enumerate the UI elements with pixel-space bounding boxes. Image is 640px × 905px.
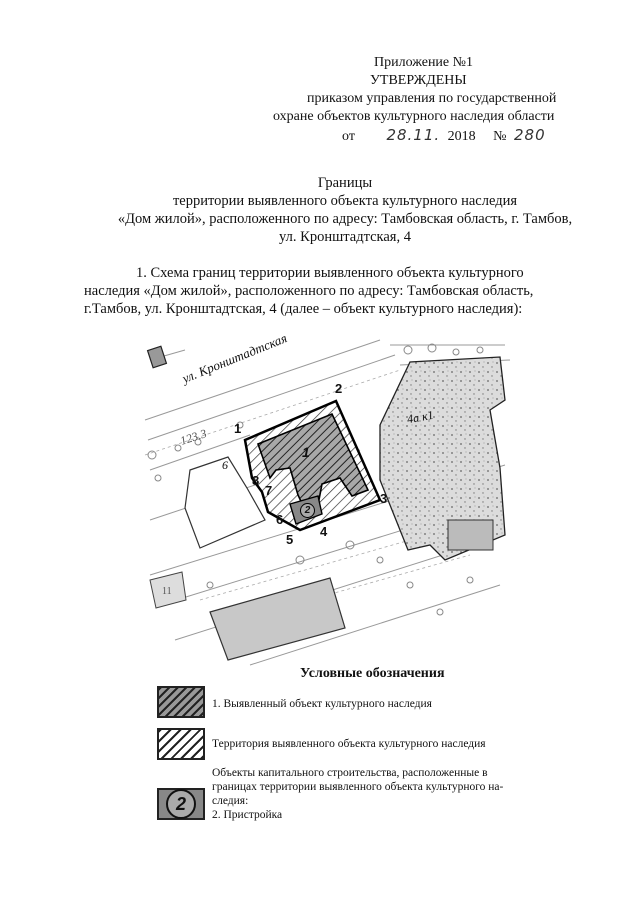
date-line bbox=[342, 127, 546, 145]
approved-label: УТВЕРЖДЕНЫ bbox=[370, 73, 467, 88]
object-1-label: 1 bbox=[302, 444, 310, 460]
bottom-building bbox=[210, 578, 345, 660]
point-3: 3 bbox=[380, 491, 388, 506]
point-5: 5 bbox=[286, 532, 294, 547]
building-11-label: 11 bbox=[162, 586, 172, 597]
handwritten-date: 28.11. bbox=[386, 126, 441, 144]
from-label: от bbox=[342, 129, 355, 144]
legend-item-3-line-3: следия: bbox=[212, 795, 249, 807]
legend-title: Условные обозначения bbox=[300, 666, 445, 681]
legend-swatch-annex bbox=[157, 788, 205, 820]
paragraph-line-1: 1. Схема границ территории выявленного объекта культурного bbox=[136, 265, 524, 281]
legend-item-3-line-1: Объекты капитального строительства, расположенные в bbox=[212, 767, 488, 779]
legend-item-3-line-2: границах территории выявленного объекта культурного на- bbox=[212, 781, 504, 793]
small-building bbox=[148, 346, 167, 367]
handwritten-number: 280 bbox=[514, 126, 546, 144]
order-line: приказом управления по государственной bbox=[307, 91, 557, 106]
legend-swatch-territory bbox=[157, 728, 205, 760]
year: 2018 bbox=[447, 129, 476, 144]
title-line-4: ул. Кронштадтская, 4 bbox=[279, 229, 411, 245]
legend-annex-circle: 2 bbox=[166, 789, 196, 819]
legend-swatch-heritage-object bbox=[157, 686, 205, 718]
paragraph-line-3: г.Тамбов, ул. Кронштадтская, 4 (далее – объект культурного наследия): bbox=[84, 301, 523, 317]
street-label: ул. Кронштадтская bbox=[180, 330, 290, 386]
legend-item-3-line-4: 2. Пристройка bbox=[212, 809, 283, 821]
building-6-label: 6 bbox=[222, 458, 228, 472]
authority-line: охране объектов культурного наследия области bbox=[273, 109, 555, 124]
paragraph-line-2: наследия «Дом жилой», расположенного по адресу: Тамбовская область, bbox=[84, 283, 534, 299]
parcel-label: 123.3 bbox=[178, 426, 209, 448]
appendix-number: Приложение №1 bbox=[374, 55, 473, 70]
title-line-2: территории выявленного объекта культурного наследия bbox=[172, 193, 518, 209]
point-7: 7 bbox=[265, 483, 273, 498]
point-2: 2 bbox=[335, 381, 343, 396]
object-2-label: 2 bbox=[300, 503, 315, 518]
legend-item-1: 1. Выявленный объект культурного наследия bbox=[212, 698, 432, 710]
point-1: 1 bbox=[234, 421, 242, 436]
point-8: 8 bbox=[252, 473, 260, 488]
boundary-scheme-map bbox=[140, 335, 520, 670]
point-6: 6 bbox=[276, 512, 284, 527]
legend-item-2: Территория выявленного объекта культурного наследия bbox=[212, 738, 486, 750]
number-label: № bbox=[493, 129, 507, 144]
point-4: 4 bbox=[320, 524, 328, 539]
building-4a-label: 4а к1 bbox=[405, 407, 435, 427]
title-line-3: «Дом жилой», расположенного по адресу: Тамбовская область, г. Тамбов, bbox=[117, 211, 573, 227]
building-annex bbox=[448, 520, 493, 550]
title-line-1: Границы bbox=[317, 175, 373, 191]
